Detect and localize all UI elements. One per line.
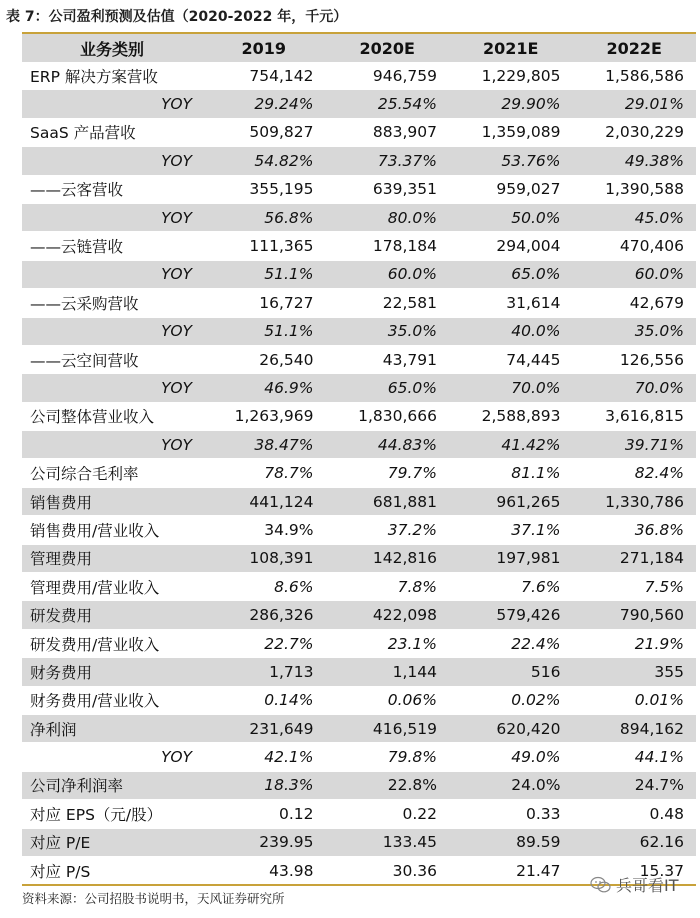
- row-value: 81.1%: [511, 464, 561, 483]
- row-value: 416,519: [372, 719, 437, 738]
- header-2019: 2019: [241, 38, 287, 58]
- row-label: 销售费用: [30, 493, 93, 512]
- row-label: ——云空间营收: [30, 351, 139, 370]
- row-value: 26,540: [259, 350, 314, 369]
- row-label: YOY: [161, 435, 192, 454]
- row-value: 43.98: [269, 861, 314, 880]
- row-value: 44.83%: [377, 435, 437, 454]
- row-value: 37.2%: [387, 520, 437, 539]
- row-value: 0.22: [402, 804, 437, 823]
- row-value: 178,184: [372, 237, 437, 256]
- row-value: 7.8%: [397, 577, 437, 596]
- row-value: 639,351: [372, 180, 437, 199]
- row-value: 1,229,805: [481, 66, 561, 85]
- row-label: ——云客营收: [30, 181, 124, 200]
- row-value: 21.9%: [634, 634, 684, 653]
- row-value: 441,124: [249, 492, 314, 511]
- row-value: 24.7%: [634, 776, 684, 795]
- row-value: 60.0%: [387, 265, 437, 284]
- row-value: 24.0%: [511, 776, 561, 795]
- row-value: 22.7%: [264, 634, 314, 653]
- row-value: 133.45: [382, 833, 437, 852]
- row-label: 财务费用/营业收入: [30, 692, 160, 711]
- row-value: 73.37%: [377, 151, 437, 170]
- row-label: YOY: [161, 208, 192, 227]
- row-value: 18.3%: [264, 776, 314, 795]
- row-value: 142,816: [372, 549, 437, 568]
- row-value: 78.7%: [264, 464, 314, 483]
- row-value: 70.0%: [511, 378, 561, 397]
- table-row: [22, 488, 696, 516]
- row-label: YOY: [161, 322, 192, 341]
- row-value: 470,406: [619, 237, 684, 256]
- row-value: 422,098: [372, 606, 437, 625]
- row-value: 0.12: [278, 804, 314, 823]
- row-value: 70.0%: [634, 378, 684, 397]
- table-row: [22, 403, 696, 431]
- row-value: 231,649: [249, 719, 314, 738]
- row-value: 43,791: [382, 350, 437, 369]
- row-label: 研发费用: [30, 607, 93, 626]
- row-value: 1,390,588: [605, 180, 684, 199]
- row-value: 2,588,893: [481, 407, 561, 426]
- row-label: 管理费用: [30, 550, 93, 569]
- row-value: 51.1%: [264, 322, 314, 341]
- row-value: 294,004: [496, 237, 561, 256]
- table-row: [22, 772, 696, 800]
- row-value: 16,727: [259, 293, 314, 312]
- row-value: 0.01%: [634, 691, 684, 710]
- row-value: 22,581: [382, 293, 437, 312]
- table-row: [22, 687, 696, 715]
- table-row: [22, 204, 696, 232]
- table-row: [22, 346, 696, 374]
- row-label: 财务费用: [30, 663, 93, 682]
- table-caption: 表 7：公司盈利预测及估值（2020-2022 年，千元）: [6, 9, 348, 25]
- row-value: 30.36: [392, 861, 437, 880]
- table-row: [22, 573, 696, 601]
- row-label: YOY: [161, 95, 192, 114]
- table-row: [22, 715, 696, 743]
- row-value: 36.8%: [634, 520, 684, 539]
- row-value: 29.24%: [254, 95, 314, 114]
- table-row: [22, 829, 696, 857]
- row-value: 961,265: [496, 492, 561, 511]
- row-value: 681,881: [372, 492, 437, 511]
- table-row: [22, 62, 696, 90]
- row-label: 对应 EPS（元/股）: [30, 805, 163, 824]
- row-label: 对应 P/E: [30, 834, 91, 853]
- row-value: 42.1%: [264, 748, 314, 767]
- row-value: 7.6%: [521, 577, 561, 596]
- row-label: YOY: [161, 151, 192, 170]
- table-row: [22, 431, 696, 459]
- table-row: [22, 119, 696, 147]
- table-row: [22, 374, 696, 402]
- row-value: 3,616,815: [605, 407, 684, 426]
- row-value: 35.0%: [387, 322, 437, 341]
- table-row: [22, 630, 696, 658]
- row-value: 0.48: [649, 804, 684, 823]
- row-value: 80.0%: [387, 208, 437, 227]
- row-value: 46.9%: [264, 378, 314, 397]
- row-value: 1,330,786: [605, 492, 684, 511]
- row-value: 22.8%: [387, 776, 437, 795]
- row-value: 21.47: [516, 861, 561, 880]
- row-value: 271,184: [619, 549, 684, 568]
- row-value: 29.90%: [501, 95, 561, 114]
- row-value: 41.42%: [501, 435, 561, 454]
- row-value: 56.8%: [264, 208, 314, 227]
- table-body: [22, 62, 696, 885]
- row-value: 54.82%: [254, 151, 314, 170]
- watermark-text: 兵哥看IT: [616, 876, 679, 895]
- row-value: 60.0%: [634, 265, 684, 284]
- row-label: 公司综合毛利率: [30, 465, 139, 484]
- table-row: [22, 90, 696, 118]
- row-value: 49.0%: [511, 748, 561, 767]
- row-value: 108,391: [249, 549, 314, 568]
- row-value: 946,759: [372, 66, 437, 85]
- row-value: 34.9%: [264, 520, 314, 539]
- wechat-icon: [590, 876, 612, 894]
- header-category: 业务类别: [79, 39, 144, 59]
- row-value: 1,586,586: [605, 66, 684, 85]
- table-row: [22, 545, 696, 573]
- row-label: 销售费用/营业收入: [30, 521, 160, 540]
- row-value: 2,030,229: [605, 123, 684, 142]
- header-2022e: 2022E: [606, 38, 662, 58]
- row-label: YOY: [161, 748, 192, 767]
- row-value: 0.02%: [511, 691, 561, 710]
- row-value: 620,420: [496, 719, 561, 738]
- row-value: 39.71%: [624, 435, 684, 454]
- row-value: 239.95: [259, 833, 314, 852]
- row-value: 1,713: [269, 662, 314, 681]
- row-value: 25.54%: [377, 95, 437, 114]
- row-value: 126,556: [619, 350, 684, 369]
- row-value: 790,560: [619, 606, 684, 625]
- row-label: YOY: [161, 378, 192, 397]
- row-value: 7.5%: [644, 577, 684, 596]
- row-label: 净利润: [30, 720, 77, 739]
- table-row: [22, 232, 696, 260]
- row-label: ERP 解决方案营收: [30, 67, 158, 86]
- row-value: 15.37: [639, 861, 684, 880]
- table-row: [22, 658, 696, 686]
- row-value: 53.76%: [501, 151, 561, 170]
- row-label: 对应 P/S: [30, 862, 91, 881]
- row-value: 883,907: [372, 123, 437, 142]
- row-value: 50.0%: [511, 208, 561, 227]
- row-value: 1,359,089: [481, 123, 561, 142]
- row-value: 111,365: [249, 237, 314, 256]
- row-value: 82.4%: [634, 464, 684, 483]
- row-value: 0.06%: [387, 691, 437, 710]
- row-label: ——云链营收: [30, 238, 124, 257]
- table-row: [22, 261, 696, 289]
- table-row: [22, 601, 696, 629]
- row-value: 74,445: [506, 350, 561, 369]
- row-value: 1,144: [392, 662, 437, 681]
- row-value: 49.38%: [624, 151, 684, 170]
- row-value: 42,679: [629, 293, 684, 312]
- row-value: 79.8%: [387, 748, 437, 767]
- row-label: 管理费用/营业收入: [30, 578, 160, 597]
- row-value: 0.33: [525, 804, 561, 823]
- row-value: 355,195: [249, 180, 314, 199]
- row-value: 45.0%: [634, 208, 684, 227]
- header-2020e: 2020E: [359, 38, 415, 58]
- row-value: 31,614: [506, 293, 561, 312]
- table-row: [22, 459, 696, 487]
- row-value: 355: [654, 662, 684, 681]
- header-2021e: 2021E: [483, 38, 539, 58]
- table-header: [22, 32, 696, 62]
- row-value: 51.1%: [264, 265, 314, 284]
- row-value: 23.1%: [387, 634, 437, 653]
- row-value: 286,326: [249, 606, 314, 625]
- row-value: 8.6%: [274, 577, 314, 596]
- row-value: 44.1%: [634, 748, 684, 767]
- row-label: SaaS 产品营收: [30, 124, 136, 143]
- row-value: 894,162: [619, 719, 684, 738]
- row-value: 65.0%: [387, 378, 437, 397]
- row-value: 0.14%: [264, 691, 314, 710]
- row-value: 754,142: [249, 66, 314, 85]
- table-row: [22, 516, 696, 544]
- source-note: 资料来源：公司招股书说明书，天风证券研究所: [22, 891, 285, 906]
- table-row: [22, 147, 696, 175]
- row-label: YOY: [161, 265, 192, 284]
- row-value: 22.4%: [511, 634, 561, 653]
- row-value: 197,981: [496, 549, 561, 568]
- row-value: 29.01%: [624, 95, 684, 114]
- row-label: 研发费用/营业收入: [30, 635, 160, 654]
- row-value: 1,830,666: [358, 407, 437, 426]
- row-value: 89.59: [516, 833, 561, 852]
- row-value: 37.1%: [511, 520, 561, 539]
- row-value: 516: [530, 662, 561, 681]
- row-label: 公司整体营业收入: [30, 408, 155, 427]
- watermark: [590, 873, 679, 896]
- row-value: 40.0%: [511, 322, 561, 341]
- row-value: 35.0%: [634, 322, 684, 341]
- table-row: [22, 743, 696, 771]
- row-label: 公司净利润率: [30, 777, 124, 796]
- table-row: [22, 318, 696, 346]
- table-row: [22, 800, 696, 828]
- table-row: [22, 176, 696, 204]
- row-value: 579,426: [496, 606, 561, 625]
- row-value: 62.16: [639, 833, 684, 852]
- row-value: 65.0%: [511, 265, 561, 284]
- row-value: 79.7%: [387, 464, 437, 483]
- table-row: [22, 289, 696, 317]
- row-value: 509,827: [249, 123, 314, 142]
- row-value: 959,027: [496, 180, 561, 199]
- row-value: 38.47%: [254, 435, 314, 454]
- row-label: ——云采购营收: [30, 294, 139, 313]
- row-value: 1,263,969: [234, 407, 314, 426]
